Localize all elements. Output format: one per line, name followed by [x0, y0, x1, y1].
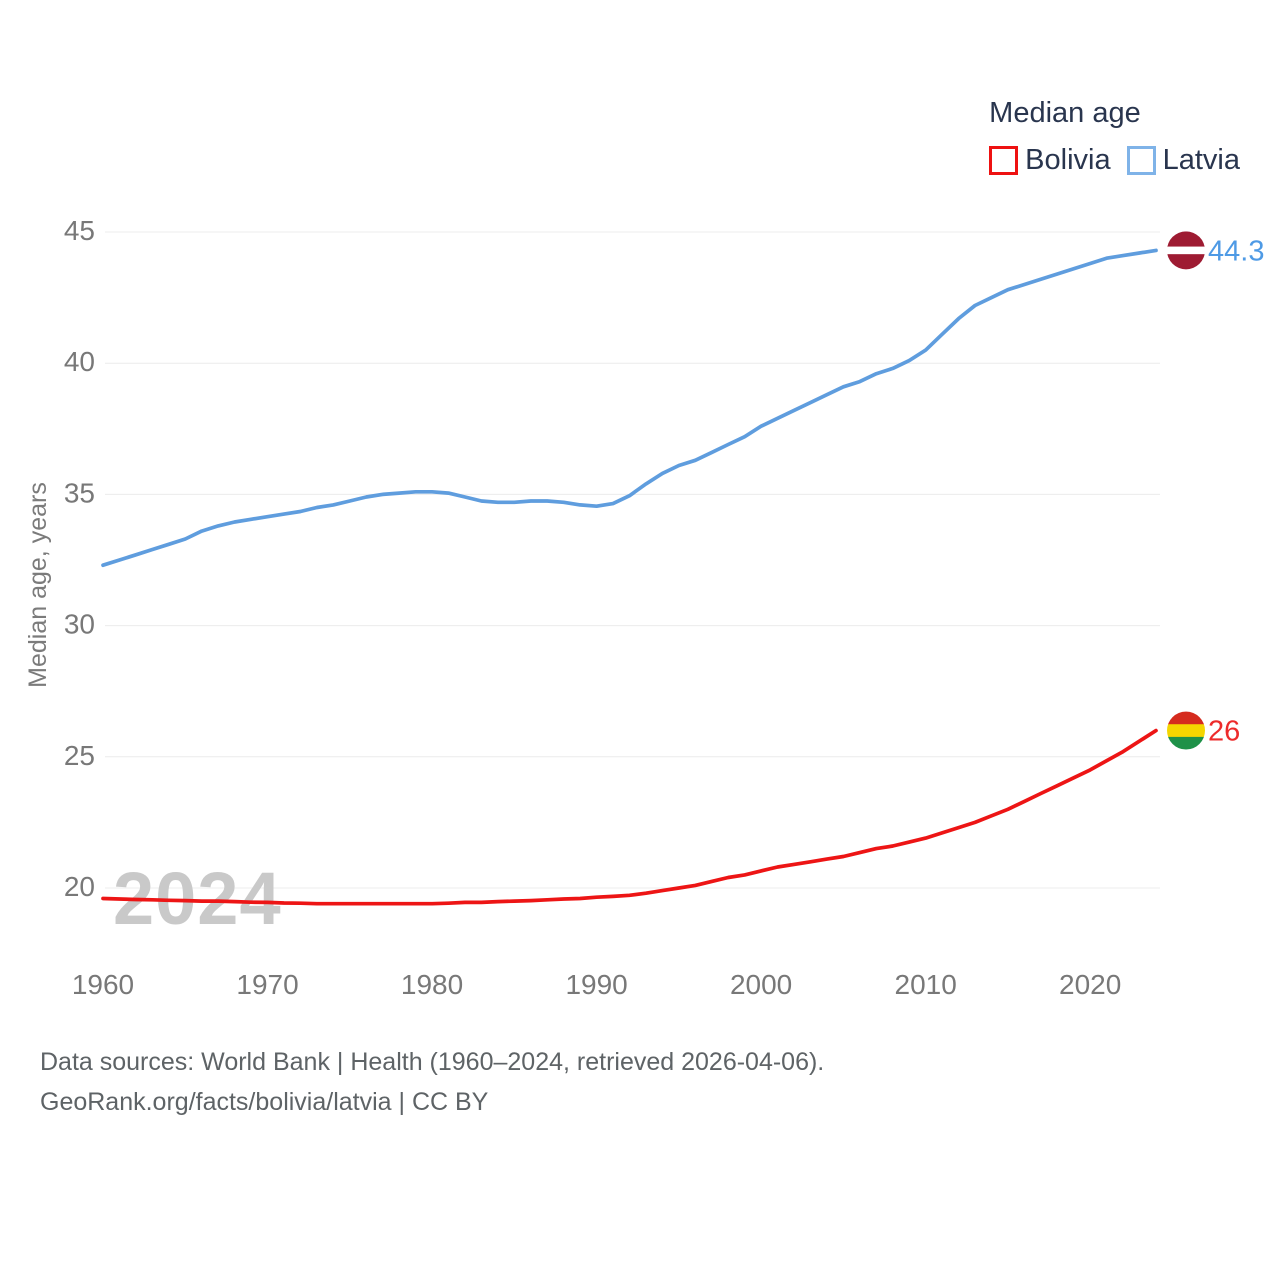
- legend-title: Median age: [989, 97, 1141, 129]
- legend-items: [989, 144, 1240, 177]
- legend-item-label: Bolivia: [1025, 144, 1111, 176]
- y-axis-title: Median age, years: [24, 482, 52, 688]
- y-tick-label: 30: [63, 608, 95, 640]
- gridlines: [105, 232, 1160, 888]
- x-tick-label: 2010: [894, 969, 957, 1000]
- flag-stripe: [1167, 247, 1205, 255]
- bolivia-series-swatch: [989, 146, 1018, 175]
- y-tick-label: 40: [63, 346, 95, 378]
- x-tick-label: 1960: [71, 969, 135, 1000]
- legend-item-bolivia[interactable]: [989, 144, 1110, 177]
- flag-stripe: [1167, 254, 1205, 270]
- y-tick-label: 20: [63, 871, 95, 902]
- legend-item-label: Latvia: [1162, 144, 1240, 176]
- year-watermark: 2024: [113, 857, 282, 940]
- y-tick-label: 35: [63, 477, 95, 509]
- y-tick-label: 45: [63, 215, 95, 246]
- x-tick-label: 2020: [1059, 969, 1122, 1000]
- x-tick-label: 1990: [565, 969, 628, 1000]
- x-tick-label: 2000: [729, 969, 793, 1000]
- flag-stripe: [1167, 712, 1205, 725]
- legend-item-latvia[interactable]: [1127, 144, 1240, 177]
- x-tick-label: 1980: [400, 969, 464, 1000]
- latvia-line-series: [103, 250, 1156, 565]
- bolivia-flag-icon: [1167, 712, 1205, 751]
- latvia-series-swatch: [1127, 146, 1156, 175]
- bolivia-end-value-label: 26: [1208, 715, 1241, 748]
- latvia-end-value-label: 44.3: [1208, 235, 1265, 268]
- data-sources-line: Data sources: World Bank | Health (1960–2024, retrieved 2026-04-06).: [40, 1048, 825, 1076]
- y-tick-label: 25: [63, 739, 95, 771]
- latvia-flag-icon: [1167, 231, 1205, 270]
- y-axis-tick-labels: [64, 215, 95, 902]
- flag-stripe: [1167, 737, 1205, 750]
- attribution-line: GeoRank.org/facts/bolivia/latvia | CC BY: [40, 1088, 489, 1116]
- flag-stripe: [1167, 231, 1205, 247]
- series-end-markers: [1167, 231, 1264, 750]
- footer: [40, 1042, 824, 1122]
- x-tick-label: 1970: [236, 969, 299, 1000]
- series-lines: [103, 250, 1156, 903]
- legend: [989, 97, 1240, 177]
- flag-stripe: [1167, 724, 1205, 737]
- x-axis-tick-labels: [72, 969, 1121, 1000]
